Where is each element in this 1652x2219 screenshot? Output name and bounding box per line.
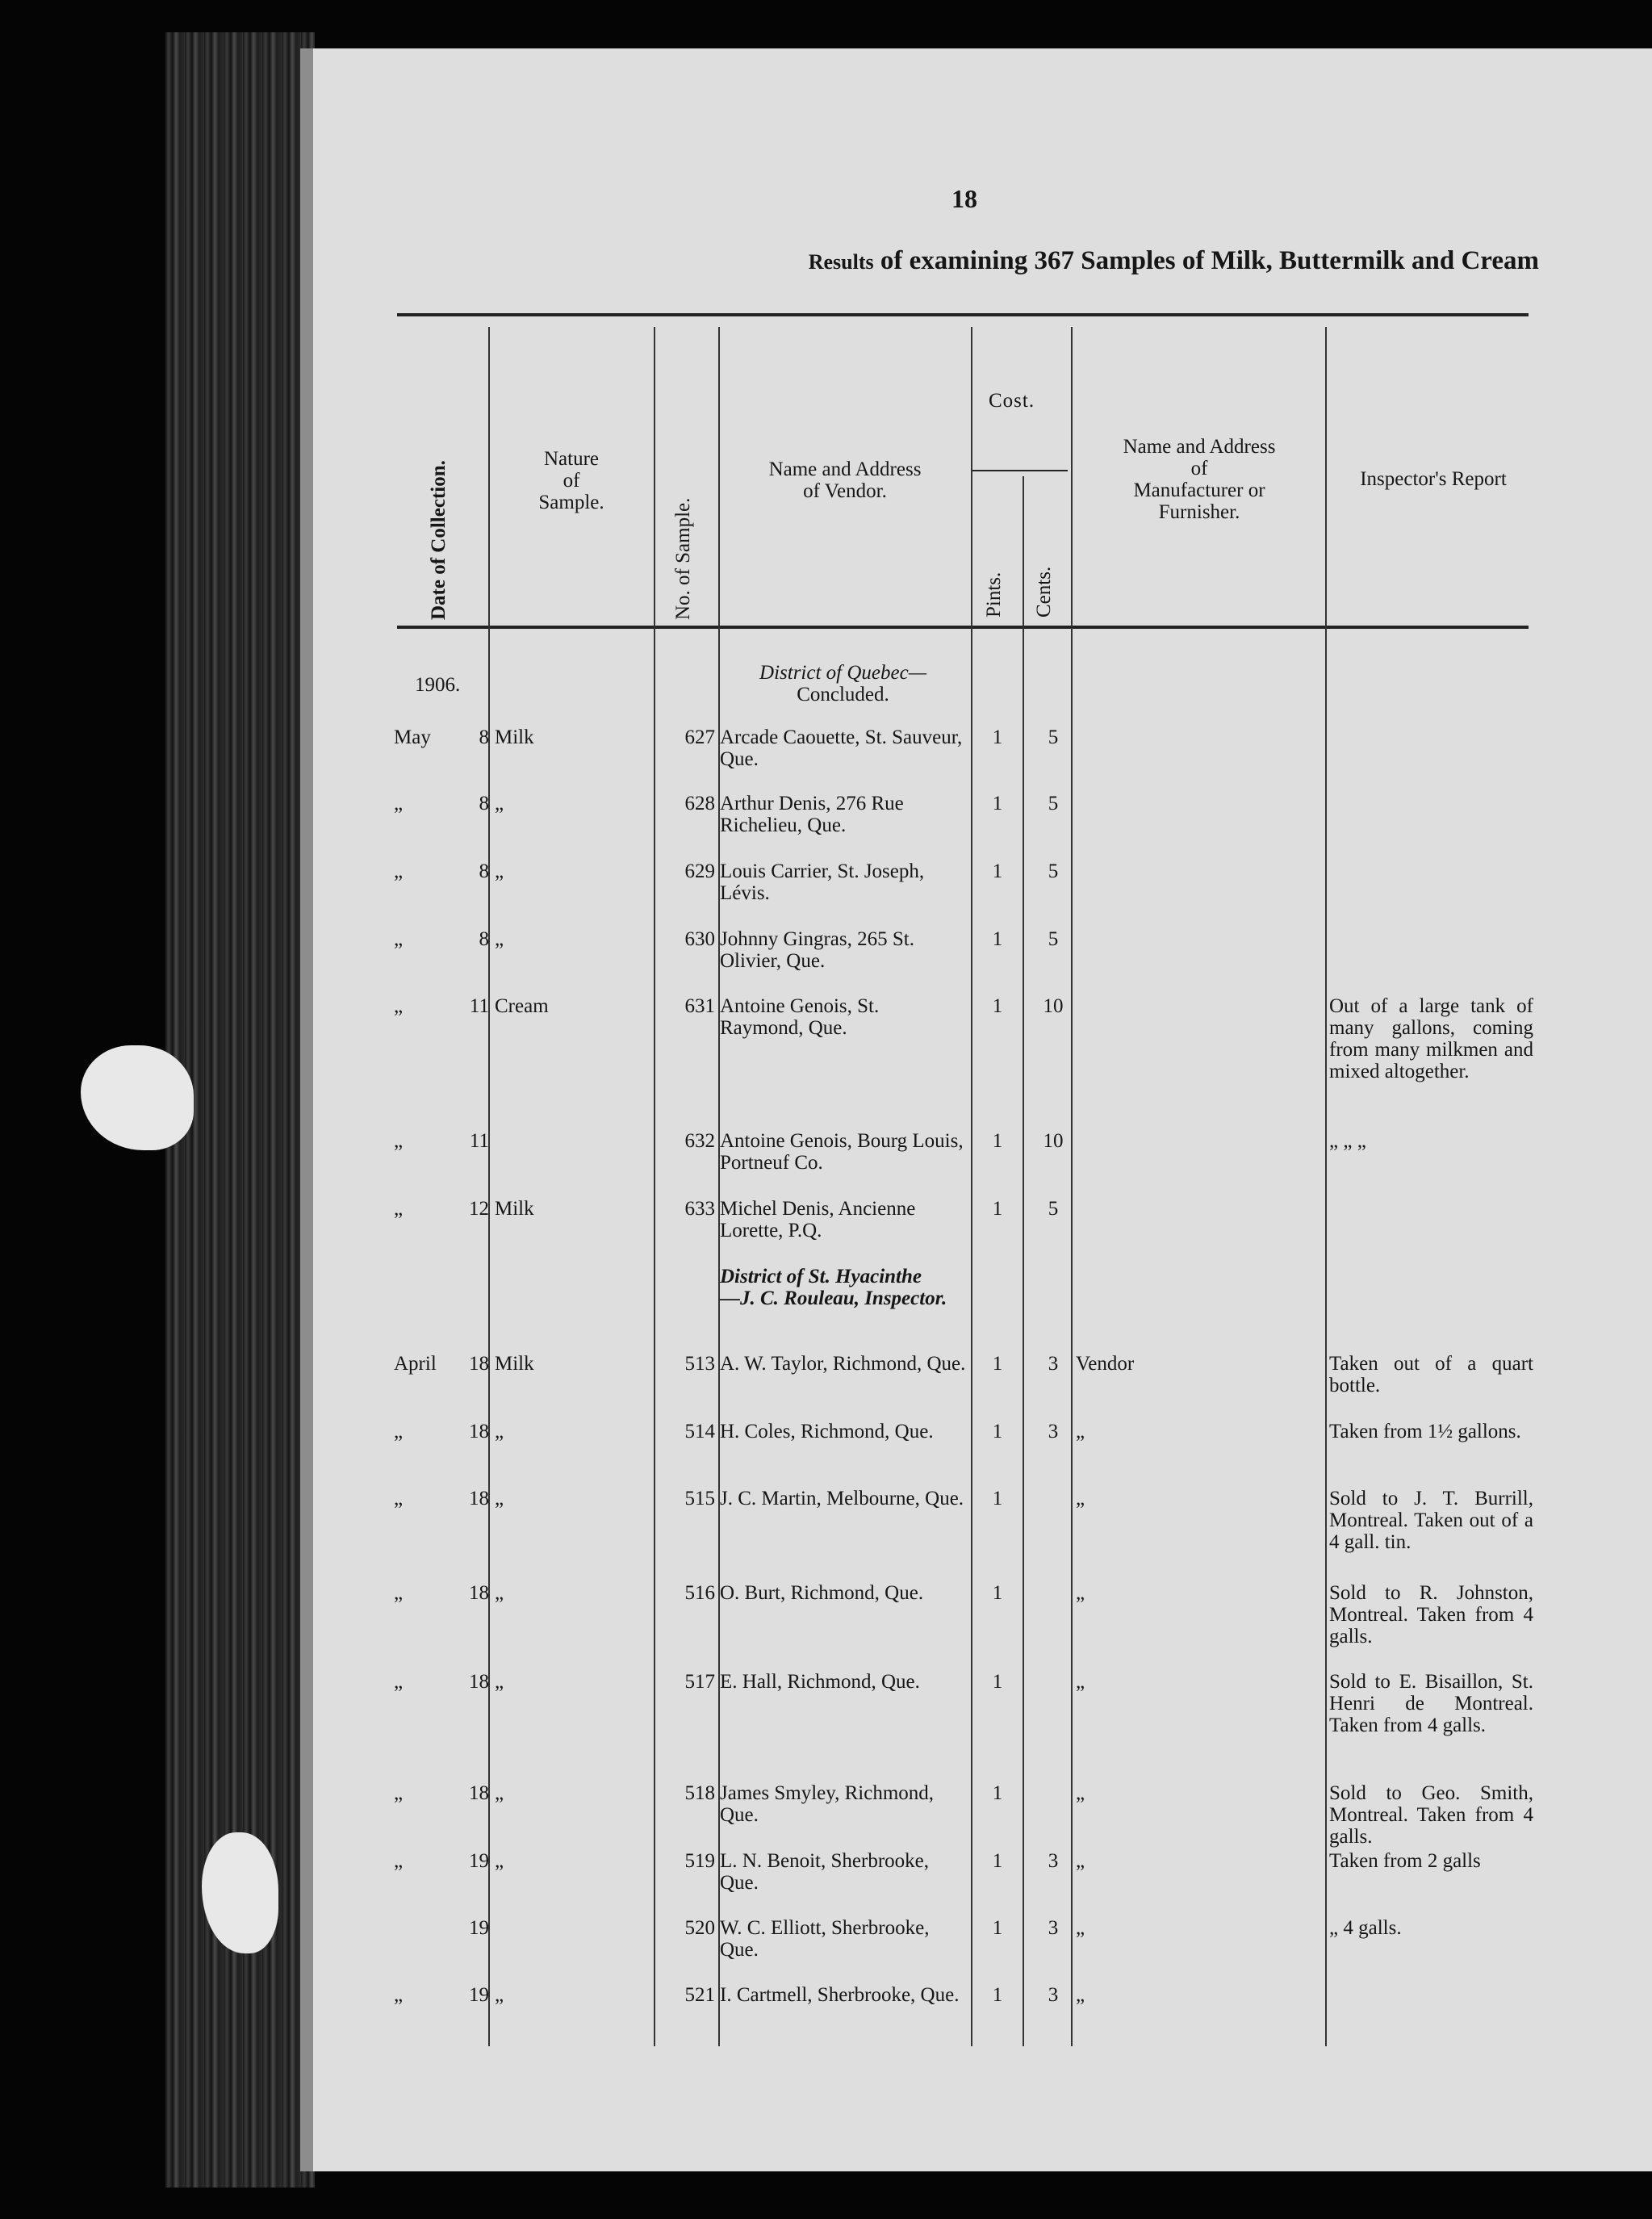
cell-no: 521 — [684, 1984, 715, 2006]
cell-manufacturer: „ — [1076, 1782, 1085, 1804]
cell-pints: 1 — [992, 1421, 1003, 1442]
cell-vendor: J. C. Martin, Melbourne, Que. — [720, 1488, 964, 1509]
cell-day: 12 — [469, 1198, 489, 1220]
title-prefix: Results — [808, 250, 874, 274]
cell-day: 11 — [469, 995, 489, 1017]
cell-nature: Milk — [495, 726, 534, 748]
cell-pints: 1 — [992, 860, 1003, 882]
header-manufacturer: Name and Address of Manufacturer or Furnisher. — [1123, 436, 1276, 523]
paper-tear-mark — [81, 1045, 194, 1150]
col-line-pints — [1023, 476, 1024, 2046]
cell-vendor: E. Hall, Richmond, Que. — [720, 1671, 920, 1693]
cell-pints: 1 — [992, 726, 1003, 748]
cell-vendor: A. W. Taylor, Richmond, Que. — [720, 1353, 966, 1375]
header-nature: Nature of Sample. — [538, 448, 604, 513]
cell-day: 18 — [469, 1421, 489, 1442]
header-report: Inspector's Report — [1360, 468, 1507, 490]
cell-report: Sold to E. Bisaillon, St. Henri de Montreal. Taken from 4 galls. — [1329, 1671, 1533, 1736]
cell-nature: „ — [495, 1850, 504, 1872]
cell-day: 8 — [479, 860, 489, 882]
page-title — [642, 246, 1539, 276]
cell-day: 8 — [479, 928, 489, 950]
cell-nature: Cream — [495, 995, 549, 1017]
cell-no: 631 — [684, 995, 715, 1017]
cell-vendor: James Smyley, Richmond, Que. — [720, 1782, 935, 1826]
cell-no: 519 — [684, 1850, 715, 1872]
cell-month: „ — [394, 793, 404, 814]
header-cents: Cents. — [1033, 566, 1055, 618]
cell-pints: 1 — [992, 1984, 1003, 2006]
cell-month: „ — [394, 1850, 404, 1872]
col-line-manufacturer — [1325, 327, 1327, 2046]
top-rule — [397, 313, 1529, 316]
cell-cents: 3 — [1048, 1421, 1059, 1442]
cell-vendor: Arthur Denis, 276 Rue Richelieu, Que. — [720, 793, 904, 836]
cell-no: 627 — [684, 726, 715, 748]
cell-month: April — [394, 1353, 437, 1375]
cell-no: 630 — [684, 928, 715, 950]
district-st-hyacinthe: District of St. Hyacinthe —J. C. Rouleau, Inspector. — [720, 1266, 947, 1309]
cell-no: 632 — [684, 1130, 715, 1152]
cell-pints: 1 — [992, 1850, 1003, 1872]
cell-manufacturer: „ — [1076, 1582, 1085, 1604]
cell-vendor: O. Burt, Richmond, Que. — [720, 1582, 924, 1604]
cell-manufacturer: „ — [1076, 1917, 1085, 1939]
cell-cents: 3 — [1048, 1850, 1059, 1872]
col-line-cents — [1071, 327, 1073, 2046]
cell-pints: 1 — [992, 793, 1003, 814]
cell-day: 11 — [469, 1130, 489, 1152]
cell-month: „ — [394, 1782, 404, 1804]
cell-month: „ — [394, 995, 404, 1017]
cell-no: 515 — [684, 1488, 715, 1509]
cell-pints: 1 — [992, 1353, 1003, 1375]
cell-no: 517 — [684, 1671, 715, 1693]
cell-month: „ — [394, 860, 404, 882]
cell-cents: 5 — [1048, 726, 1059, 748]
district-quebec-name: District of Quebec— — [759, 662, 926, 684]
page-number: 18 — [951, 184, 977, 213]
header-no: No. of Sample. — [672, 497, 694, 620]
cell-day: 8 — [479, 793, 489, 814]
header-pints: Pints. — [983, 571, 1005, 618]
cell-vendor: L. N. Benoit, Sherbrooke, Que. — [720, 1850, 929, 1894]
cell-report: Taken from 1½ gallons. — [1329, 1421, 1521, 1442]
cell-no: 513 — [684, 1353, 715, 1375]
cell-vendor: I. Cartmell, Sherbrooke, Que. — [720, 1984, 960, 2006]
cell-day: 18 — [469, 1353, 489, 1375]
cell-month: „ — [394, 928, 404, 950]
cell-report: „ 4 galls. — [1329, 1917, 1402, 1939]
cell-cents: 5 — [1048, 793, 1059, 814]
cell-report: Taken from 2 galls — [1329, 1850, 1481, 1872]
cell-report: Out of a large tank of many gallons, coming from many milkmen and mixed altogether. — [1329, 995, 1533, 1082]
cell-pints: 1 — [992, 1671, 1003, 1693]
cell-nature: „ — [495, 1984, 504, 2006]
cell-pints: 1 — [992, 928, 1003, 950]
cell-month: „ — [394, 1984, 404, 2006]
header-vendor: Name and Address of Vendor. — [768, 458, 922, 502]
cell-nature: Milk — [495, 1353, 534, 1375]
cost-divider-rule — [972, 470, 1068, 471]
cell-cents: 5 — [1048, 1198, 1059, 1220]
cell-cents: 3 — [1048, 1917, 1059, 1939]
cell-month: „ — [394, 1421, 404, 1442]
cell-day: 18 — [469, 1582, 489, 1604]
cell-pints: 1 — [992, 1198, 1003, 1220]
cell-month: „ — [394, 1488, 404, 1509]
cell-day: 18 — [469, 1782, 489, 1804]
cell-no: 633 — [684, 1198, 715, 1220]
col-line-vendor — [971, 327, 972, 2046]
cell-day: 18 — [469, 1488, 489, 1509]
cell-nature: „ — [495, 1488, 504, 1509]
cell-no: 628 — [684, 793, 715, 814]
district-quebec — [720, 662, 966, 705]
cell-vendor: Johnny Gingras, 265 St. Olivier, Que. — [720, 928, 914, 972]
cell-report: Sold to Geo. Smith, Montreal. Taken from 4 galls. — [1329, 1782, 1533, 1848]
cell-pints: 1 — [992, 1917, 1003, 1939]
cell-no: 629 — [684, 860, 715, 882]
cell-manufacturer: „ — [1076, 1671, 1085, 1693]
year-label: 1906. — [415, 674, 461, 696]
cell-month: „ — [394, 1130, 404, 1152]
cell-vendor: Arcade Caouette, St. Sauveur, Que. — [720, 726, 963, 770]
cell-no: 518 — [684, 1782, 715, 1804]
cell-vendor: Antoine Genois, Bourg Louis, Portneuf Co. — [720, 1130, 964, 1174]
cell-nature: „ — [495, 1421, 504, 1442]
district-quebec-note: Concluded. — [797, 684, 889, 705]
cell-pints: 1 — [992, 995, 1003, 1017]
cell-vendor: W. C. Elliott, Sherbrooke, Que. — [720, 1917, 930, 1961]
cell-manufacturer: „ — [1076, 1488, 1085, 1509]
header-date: Date of Collection. — [428, 460, 450, 620]
cell-cents: 5 — [1048, 928, 1059, 950]
cell-day: 19 — [469, 1917, 489, 1939]
cell-pints: 1 — [992, 1130, 1003, 1152]
cell-pints: 1 — [992, 1582, 1003, 1604]
cell-nature: „ — [495, 793, 504, 814]
cell-vendor: H. Coles, Richmond, Que. — [720, 1421, 934, 1442]
cell-month: May — [394, 726, 431, 748]
cell-cents: 10 — [1043, 995, 1064, 1017]
cell-nature: „ — [495, 860, 504, 882]
cell-month: „ — [394, 1198, 404, 1220]
cell-report: Sold to R. Johnston, Montreal. Taken from 4 galls. — [1329, 1582, 1533, 1648]
cell-vendor: Antoine Genois, St. Raymond, Que. — [720, 995, 880, 1039]
cell-no: 520 — [684, 1917, 715, 1939]
cell-manufacturer: „ — [1076, 1421, 1085, 1442]
cell-nature: Milk — [495, 1198, 534, 1220]
cell-no: 514 — [684, 1421, 715, 1442]
cell-no: 516 — [684, 1582, 715, 1604]
cell-report: Sold to J. T. Burrill, Montreal. Taken out of a 4 gall. tin. — [1329, 1488, 1533, 1553]
cell-manufacturer: „ — [1076, 1984, 1085, 2006]
cell-day: 19 — [469, 1984, 489, 2006]
header-bottom-rule — [397, 626, 1529, 629]
cell-cents: 5 — [1048, 860, 1059, 882]
cell-pints: 1 — [992, 1782, 1003, 1804]
cell-cents: 10 — [1043, 1130, 1064, 1152]
cell-vendor: Michel Denis, Ancienne Lorette, P.Q. — [720, 1198, 916, 1241]
cell-manufacturer: „ — [1076, 1850, 1085, 1872]
cell-pints: 1 — [992, 1488, 1003, 1509]
cell-nature: „ — [495, 1582, 504, 1604]
cell-month: „ — [394, 1582, 404, 1604]
cell-day: 18 — [469, 1671, 489, 1693]
cell-nature: „ — [495, 928, 504, 950]
title-rest: of examining 367 Samples of Milk, Buttermilk and Cream — [880, 246, 1539, 275]
cell-cents: 3 — [1048, 1984, 1059, 2006]
header-cost: Cost. — [989, 390, 1035, 412]
cell-cents: 3 — [1048, 1353, 1059, 1375]
cell-day: 19 — [469, 1850, 489, 1872]
cell-day: 8 — [479, 726, 489, 748]
cell-report: Taken out of a quart bottle. — [1329, 1353, 1533, 1396]
cell-month: „ — [394, 1671, 404, 1693]
cell-manufacturer: Vendor — [1076, 1353, 1135, 1375]
cell-nature: „ — [495, 1671, 504, 1693]
cell-vendor: Louis Carrier, St. Joseph, Lévis. — [720, 860, 925, 904]
cell-nature: „ — [495, 1782, 504, 1804]
cell-report: „ „ „ — [1329, 1130, 1366, 1152]
